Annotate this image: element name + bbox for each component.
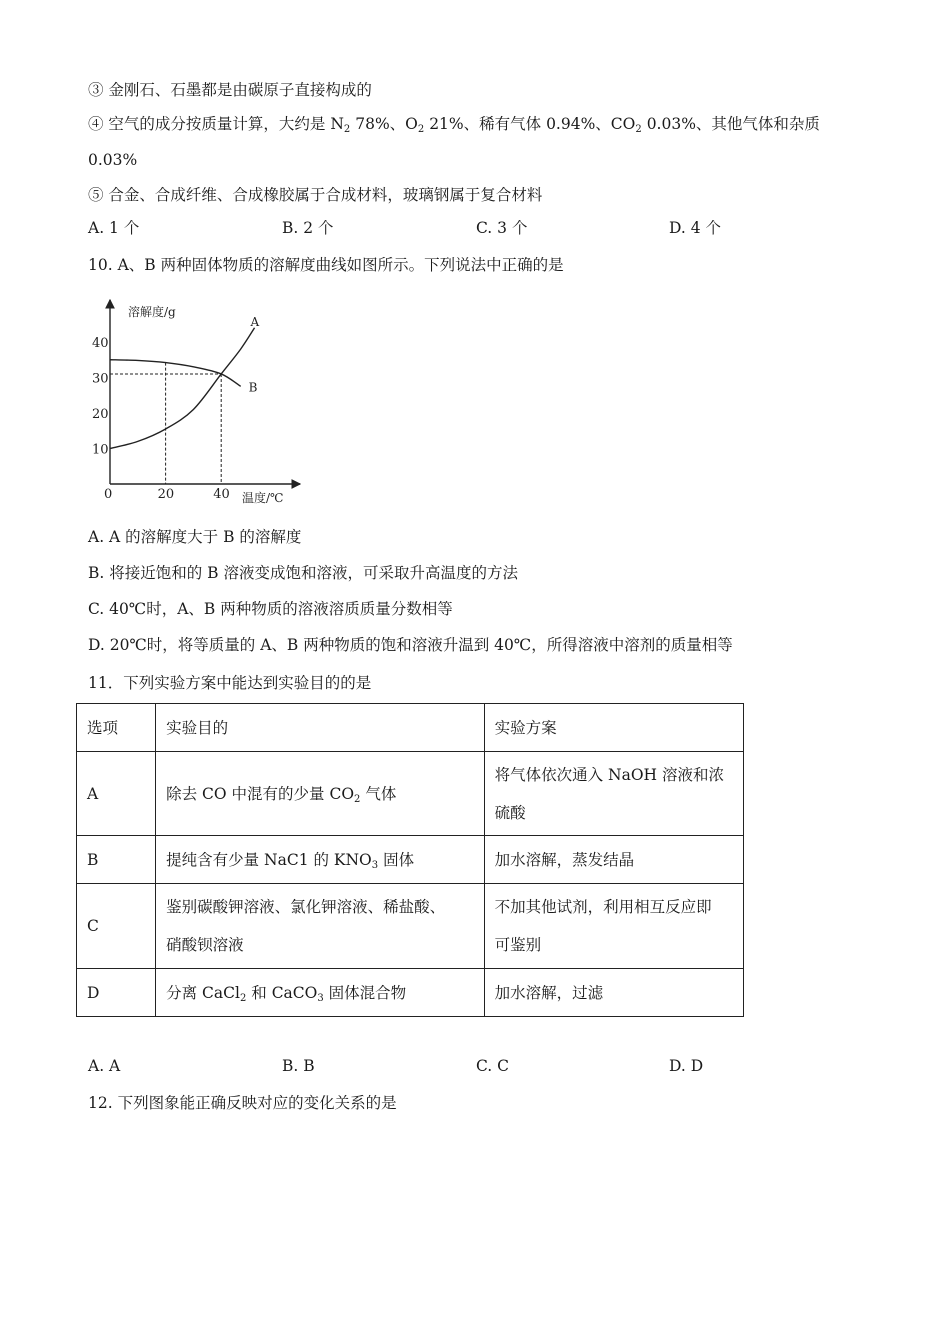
q9-statement-4-cont: 0.03% (88, 151, 138, 169)
q9-statement-3: ③ 金刚石、石墨都是由碳原子直接构成的 (88, 81, 372, 99)
q10-option-c[interactable]: C. 40℃时，A、B 两种物质的溶液溶质质量分数相等 (88, 600, 453, 618)
q9-option-b[interactable]: B. 2 个 (282, 219, 334, 237)
header-plan: 实验方案 (484, 704, 743, 752)
q11-stem: 11．下列实验方案中能达到实验目的的是 (88, 674, 372, 692)
q12-stem: 12. 下列图象能正确反映对应的变化关系的是 (88, 1094, 397, 1112)
q10-stem: 10. A、B 两种固体物质的溶解度曲线如图所示。下列说法中正确的是 (88, 256, 564, 274)
q11-option-a[interactable]: A. A (88, 1057, 121, 1075)
row-plan: 不加其他试剂，利用相互反应即 可鉴别 (484, 884, 743, 969)
q9-option-d[interactable]: D. 4 个 (669, 219, 722, 237)
x-tick-label: 0 (104, 487, 113, 502)
curve-b-label: B (248, 380, 258, 395)
experiment-table (76, 703, 744, 1017)
row-goal: 鉴别碳酸钾溶液、氯化钾溶液、稀盐酸、 硝酸钡溶液 (156, 884, 484, 969)
y-tick-label: 10 (92, 442, 109, 458)
solubility-chart (80, 296, 310, 511)
curve-a-label: A (250, 314, 260, 329)
table-row (77, 752, 744, 836)
q10-option-b[interactable]: B. 将接近饱和的 B 溶液变成饱和溶液，可采取升高温度的方法 (88, 564, 518, 582)
row-plan: 将气体依次通入 NaOH 溶液和浓 硫酸 (484, 752, 743, 836)
table-row (77, 969, 744, 1017)
row-plan: 加水溶解，过滤 (484, 969, 743, 1017)
header-option: 选项 (77, 704, 156, 752)
q11-option-d[interactable]: D. D (669, 1057, 704, 1075)
row-option: C (77, 884, 156, 969)
row-plan: 加水溶解，蒸发结晶 (484, 836, 743, 884)
q9-option-c[interactable]: C. 3 个 (476, 219, 528, 237)
table-header-row (77, 704, 744, 752)
curve-a (110, 328, 255, 449)
header-goal: 实验目的 (156, 704, 484, 752)
q11-option-c[interactable]: C. C (476, 1057, 510, 1075)
q9-statement-5: ⑤ 合金、合成纤维、合成橡胶属于合成材料，玻璃钢属于复合材料 (88, 186, 543, 204)
row-option: B (77, 836, 156, 884)
q10-option-d[interactable]: D. 20℃时，将等质量的 A、B 两种物质的饱和溶液升温到 40℃，所得溶液中溶剂的质量相等 (88, 636, 733, 654)
q10-option-a[interactable]: A. A 的溶解度大于 B 的溶解度 (88, 528, 302, 546)
x-tick-label: 20 (157, 487, 175, 502)
table-row (77, 884, 744, 969)
row-option: D (77, 969, 156, 1017)
x-tick-label: 40 (213, 487, 230, 502)
row-goal: 分离 CaCl$_2$ 和 CaCO$_3$ 固体混合物 (156, 969, 484, 1017)
table-row (77, 836, 744, 884)
y-tick-label: 30 (92, 371, 109, 387)
y-tick-label: 20 (92, 407, 109, 422)
q9-statement-4: ④ 空气的成分按质量计算，大约是 $N_2$ 78%、$O_2$ 21%、稀有气体 0.94%、$CO_2$ 0.03%、其他气体和杂质 (88, 115, 820, 135)
row-option: A (77, 752, 156, 836)
x-axis-label: 温度/℃ (242, 491, 284, 505)
y-axis-label: 溶解度/g (128, 305, 176, 319)
q11-option-b[interactable]: B. B (282, 1057, 315, 1075)
q9-option-a[interactable]: A. 1 个 (88, 219, 140, 237)
row-goal: 除去 CO 中混有的少量 $CO_2$ 气体 (156, 752, 484, 836)
y-tick-label: 40 (92, 336, 109, 351)
row-goal: 提纯含有少量 NaC1 的 $KNO_3$ 固体 (156, 836, 484, 884)
